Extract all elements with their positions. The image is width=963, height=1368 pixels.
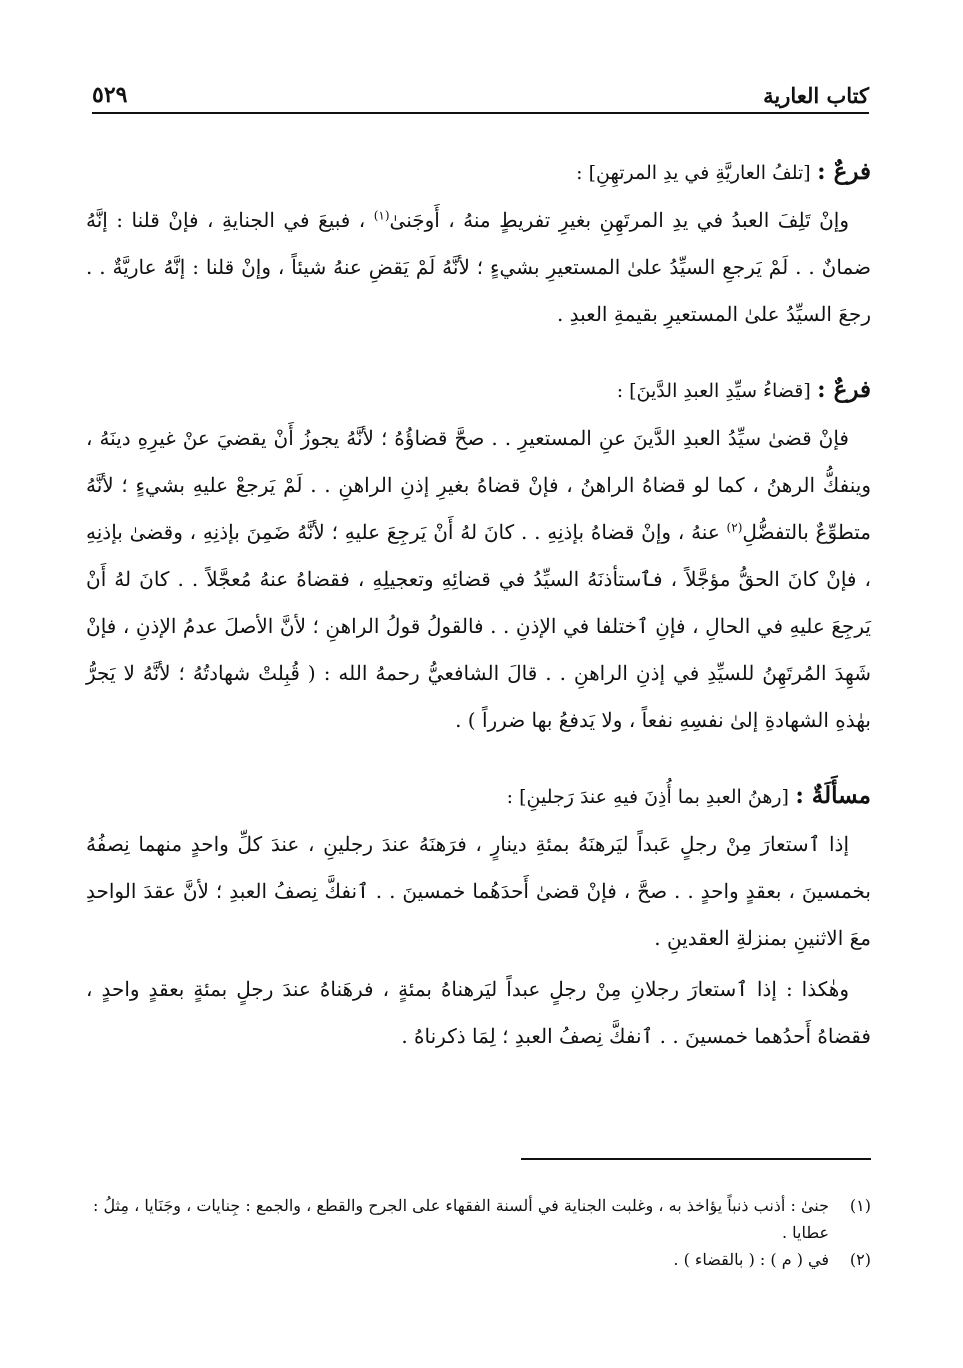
running-title: كتاب العارية: [763, 83, 869, 108]
section-heading: [86, 772, 871, 821]
text-run: ، فبيعَ في الجنايةِ ، فإنْ قلنا : إنَّهُ ضمانٌ . . لَمْ يَرجعِ السيِّدُ علىٰ المستعيرِ بشيءٍ ؛ لأنَّهُ لَمْ يَقضِ عنهُ شيئاً ، وإنْ قلنا : إنَّهُ عاريَّةٌ . . رجعَ السيِّدُ علىٰ المستعيرِ بقيمةِ العبدِ .: [86, 208, 871, 326]
text-run: وإنْ تَلِفَ العبدُ في يدِ المرتَهِنِ بغيرِ تفريطٍ منهُ ، أَوجَنىٰ: [389, 208, 849, 232]
main-text: [86, 148, 871, 1060]
footnote-item: [86, 1246, 871, 1273]
section-heading: [86, 148, 871, 197]
heading-title: [تلفُ العاريَّةِ في يدِ المرتهِنِ] :: [576, 162, 811, 184]
running-header: [92, 68, 869, 108]
section-branch-loss: [86, 148, 871, 338]
paragraph: [86, 415, 871, 744]
heading-title: [رهنُ العبدِ بما أُذِنَ فيهِ عندَ رَجلينِ] :: [506, 786, 789, 808]
footnote-item: [86, 1192, 871, 1246]
header-divider: [92, 112, 869, 114]
heading-label: مسأَلَةٌ :: [795, 782, 871, 809]
footnote-text: جنىٰ : أذنب ذنباً يؤاخذ به ، وغلبت الجناية في ألسنة الفقهاء على الجرح والقطع ، والجمع : جِنايات ، وجَنَايا ، مِثلُ : عطايا .: [93, 1196, 829, 1242]
section-branch-debt: [86, 366, 871, 744]
section-issue-two-men: [86, 772, 871, 1060]
heading-label: فرعٌ :: [817, 158, 871, 185]
footnote-ref[interactable]: (١): [373, 208, 390, 223]
paragraph: [86, 821, 871, 962]
footnote-number: (١): [849, 1196, 871, 1215]
heading-label: فرعٌ :: [817, 376, 871, 403]
text-run: فإنْ قضىٰ سيِّدُ العبدِ الدَّينَ عنِ المستعيرِ . . صحَّ قضاؤُهُ ؛ لأنَّهُ يجوزُ أَنْ يقضيَ عنْ غيرِهِ دينَهُ ، وينفكُّ الرهنُ ، كما لو قضاهُ الراهنُ ، فإنْ قضاهُ بغيرِ إذنِ الراهنِ . . لَمْ يَرجعْ عليهِ بشيءٍ ؛ لأنَّهُ متطوِّعٌ بالتفضُّلِ: [86, 426, 871, 544]
footnote-ref[interactable]: (٢): [726, 520, 743, 535]
footnote-number: (٢): [849, 1250, 871, 1269]
footnotes: [86, 1192, 871, 1273]
page-number: ٥٢٩: [92, 82, 128, 108]
heading-title: [قضاءُ سيِّدِ العبدِ الدَّينَ] :: [616, 380, 811, 402]
text-run: إذا ٱستعارَ مِنْ رجلٍ عَبداً ليَرهنَهُ بمئةِ دينارٍ ، فرَهنَهُ عندَ رجلينِ ، عندَ كلِّ واحدٍ منهما نِصفُهُ بخمسينَ ، بعقدٍ واحدٍ . . صحَّ ، فإنْ قضىٰ أَحدَهُما خمسينَ . . ٱنفكَّ نِصفُ العبدِ ؛ لأنَّ عقدَ الواحدِ معَ الاثنينِ بمنزلةِ العقدينِ .: [86, 832, 871, 950]
footnote-text: في ( م ) : ( بالقضاء ) .: [673, 1250, 829, 1269]
paragraph: [86, 197, 871, 338]
text-run: وهٰكذا : إذا ٱستعارَ رجلانِ مِنْ رجلٍ عبداً ليَرهناهُ بمئةٍ ، فرهَناهُ عندَ رجلٍ بمئةٍ بعقدٍ واحدٍ ، فقضاهُ أَحدُهما خمسينَ . . ٱنفكَّ نِصفُ العبدِ ؛ لِمَا ذكرناهُ .: [86, 977, 871, 1048]
section-heading: [86, 366, 871, 415]
footnote-divider: [521, 1158, 871, 1160]
text-run: عنهُ ، وإنْ قضاهُ بإذنِهِ . . كانَ لهُ أَنْ يَرجِعَ عليهِ ؛ لأنَّهُ ضَمِنَ بإذنِهِ ، وقضىٰ بإذنِهِ ، فإنْ كانَ الحقُّ مؤجَّلاً ، فٱستأذنَهُ السيِّدُ في قضائِهِ وتعجيلِهِ ، فقضاهُ عنهُ مُعجَّلاً . . كانَ لهُ أَنْ يَرجِعَ عليهِ في الحالِ ، فإنِ ٱختلفا في الإذنِ . . فالقولُ قولُ الراهنِ ؛ لأنَّ الأصلَ عدمُ الإذنِ ، فإنْ شَهِدَ المُرتَهِنُ للسيِّدِ في إذنِ الراهنِ . . قالَ الشافعيُّ رحمهُ الله : ( قُبِلتْ شهادتُهُ ؛ لأنَّهُ لا يَجرُّ بهٰذهِ الشهادةِ إلىٰ نفسِهِ نفعاً ، ولا يَدفعُ بها ضرراً ) .: [86, 520, 871, 732]
paragraph: [86, 966, 871, 1060]
